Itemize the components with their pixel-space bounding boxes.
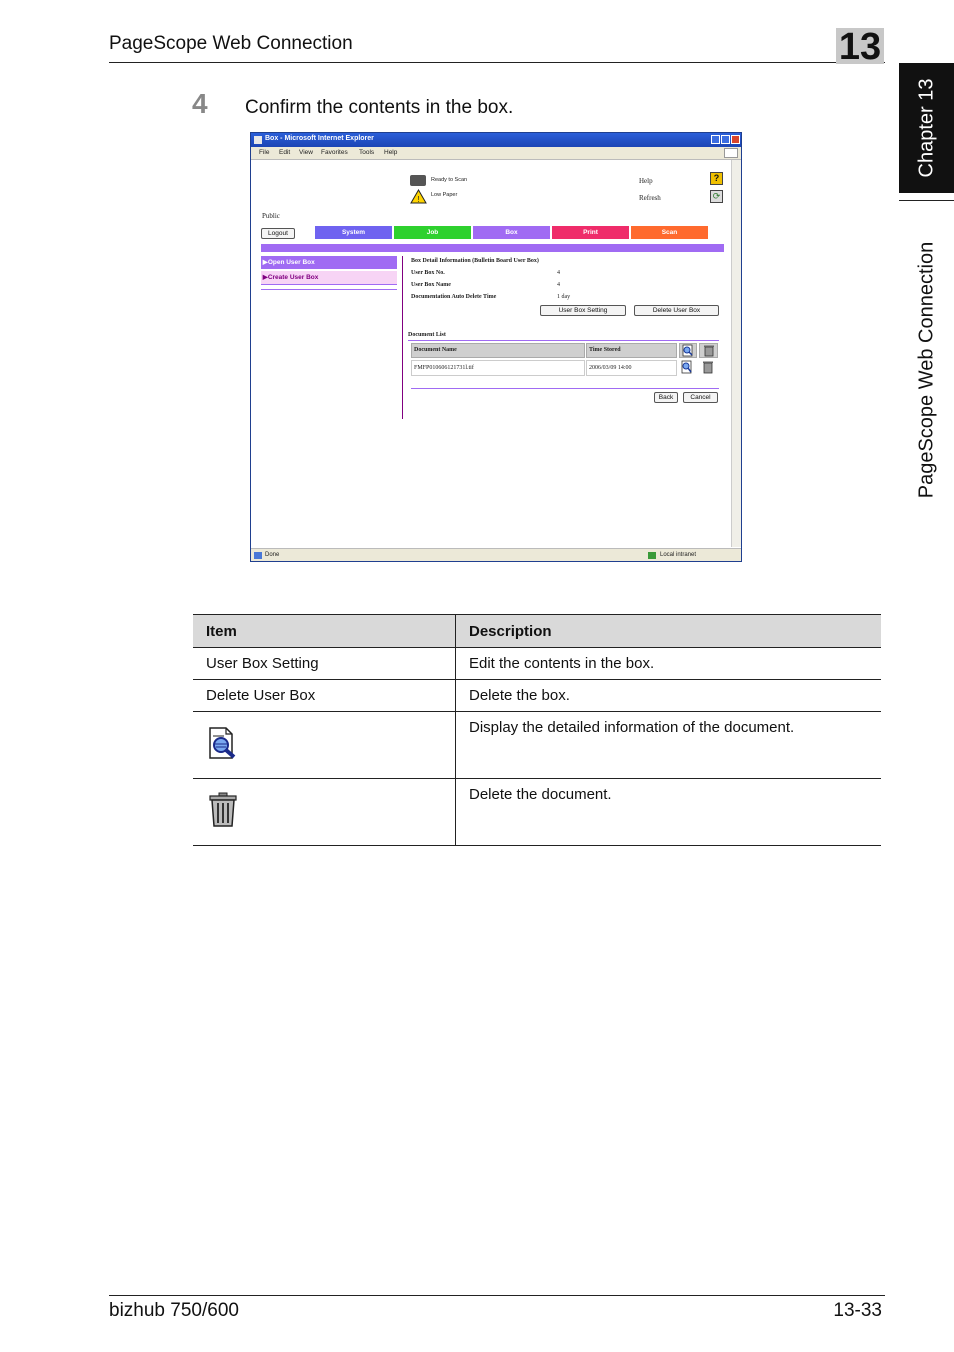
magnifier-document-icon (680, 344, 696, 357)
side-menu-open-user-box-label: Open User Box (267, 259, 315, 266)
doc-col-detail-header (679, 343, 697, 358)
svg-text:!: ! (417, 195, 420, 204)
browser-titlebar (251, 133, 741, 147)
browser-menubar (251, 147, 741, 160)
maximize-button[interactable] (721, 135, 730, 144)
browser-statusbar (251, 548, 741, 562)
side-tab-chapter-label: Chapter 13 (915, 78, 937, 178)
logout-button[interactable]: Logout (261, 228, 295, 239)
tab-job[interactable]: Job (394, 226, 471, 239)
status-paper: Low Paper (431, 192, 458, 198)
row-description: Delete the box. (456, 680, 882, 712)
browser-scrollbar[interactable] (731, 160, 741, 547)
bottom-rule (411, 388, 719, 389)
document-list-rule (408, 340, 719, 341)
table-header-row (193, 615, 881, 648)
browser-content (251, 160, 731, 547)
row-description: Display the detailed information of the document. (456, 712, 882, 779)
delete-user-box-button[interactable]: Delete User Box (634, 305, 719, 316)
doc-delete-button[interactable] (699, 360, 718, 376)
doc-col-delete-header (699, 343, 718, 358)
tab-system[interactable]: System (315, 226, 392, 239)
status-done: Done (265, 552, 280, 558)
step-number: 4 (192, 88, 208, 119)
browser-screenshot (250, 132, 742, 562)
doc-detail-button[interactable] (679, 360, 697, 376)
magnifier-document-icon (206, 726, 240, 760)
chapter-number: 13 (838, 26, 882, 68)
detail-value-box-name: 4 (557, 282, 560, 288)
refresh-link[interactable]: Refresh (639, 194, 661, 202)
menu-file[interactable]: File (259, 149, 270, 156)
menu-view[interactable]: View (299, 149, 313, 156)
menu-edit[interactable]: Edit (279, 149, 291, 156)
detail-label-box-name: User Box Name (411, 282, 451, 288)
help-link[interactable]: Help (639, 177, 653, 185)
detail-label-box-no: User Box No. (411, 270, 445, 276)
back-button[interactable]: Back (654, 392, 678, 403)
trash-can-icon (206, 792, 240, 828)
tab-scan[interactable]: Scan (631, 226, 708, 239)
doc-col-name-header (411, 343, 585, 358)
intranet-icon (648, 552, 656, 559)
menu-favorites[interactable]: Favorites (321, 149, 348, 156)
document-list-title: Document List (408, 332, 446, 338)
row-description: Edit the contents in the box. (456, 648, 882, 680)
minimize-button[interactable] (711, 135, 720, 144)
col-header-item: Item (193, 615, 456, 648)
table-row (193, 712, 881, 779)
description-table (193, 614, 881, 846)
header-title: PageScope Web Connection (109, 33, 353, 54)
status-zone: Local intranet (660, 552, 697, 558)
warning-icon (410, 189, 427, 204)
row-description: Delete the document. (456, 779, 882, 846)
user-name: Public (262, 212, 280, 220)
browser-title: Box - Microsoft Internet Explorer (265, 135, 374, 142)
row-item (193, 712, 456, 779)
row-item (193, 779, 456, 846)
side-tab-section-label: PageScope Web Connection (915, 241, 937, 499)
side-tab-chapter (899, 63, 954, 193)
table-row (193, 779, 881, 846)
detail-label-auto-delete: Documentation Auto Delete Time (411, 294, 497, 300)
status-ready: Ready to Scan (431, 177, 468, 183)
windows-flag-icon (724, 148, 738, 158)
doc-col-name-label: Document Name (414, 347, 457, 353)
tab-box[interactable]: Box (473, 226, 550, 239)
doc-time: 2006/03/09 14:00 (589, 365, 632, 371)
help-icon[interactable]: ? (710, 172, 723, 185)
content-divider (402, 256, 403, 419)
side-tab-section (899, 205, 954, 535)
side-tab-rule (899, 200, 954, 201)
close-button[interactable] (731, 135, 740, 144)
page-icon (254, 552, 262, 559)
refresh-icon[interactable]: ⟳ (710, 190, 723, 203)
cancel-button[interactable]: Cancel (683, 392, 718, 403)
header-rule (109, 62, 885, 63)
doc-name: FMFP010606121731l.tif (414, 365, 474, 371)
row-item: Delete User Box (193, 680, 456, 712)
footer-model: bizhub 750/600 (109, 1300, 239, 1321)
tab-print[interactable]: Print (552, 226, 629, 239)
magnifier-document-icon (679, 360, 695, 374)
side-menu-create-user-box[interactable]: ▶Create User Box (261, 271, 397, 285)
col-header-description: Description (456, 615, 882, 648)
detail-value-auto-delete: 1 day (557, 294, 571, 300)
doc-col-time-header (586, 343, 677, 358)
detail-title: Box Detail Information (Bulletin Board User Box) (411, 258, 539, 264)
trash-can-icon (700, 344, 717, 357)
tab-underline-bar (261, 244, 724, 252)
menu-tools[interactable]: Tools (359, 149, 375, 156)
table-row (193, 648, 881, 680)
doc-time-cell (586, 360, 677, 376)
step-text: Confirm the contents in the box. (245, 97, 514, 118)
footer-rule (109, 1295, 885, 1296)
trash-can-icon (699, 360, 716, 374)
footer-page-number: 13-33 (833, 1300, 882, 1321)
table-row (411, 360, 585, 376)
menu-help[interactable]: Help (384, 149, 398, 156)
table-row (193, 680, 881, 712)
side-menu-open-user-box[interactable]: ▶Open User Box (261, 256, 397, 269)
side-menu-rule (261, 289, 397, 290)
printer-icon (410, 175, 426, 186)
side-menu-create-user-box-label: Create User Box (267, 274, 319, 281)
detail-value-box-no: 4 (557, 270, 560, 276)
doc-col-time-label: Time Stored (589, 347, 621, 353)
user-box-setting-button[interactable]: User Box Setting (540, 305, 626, 316)
row-item: User Box Setting (193, 648, 456, 680)
ie-logo-icon (254, 136, 262, 144)
